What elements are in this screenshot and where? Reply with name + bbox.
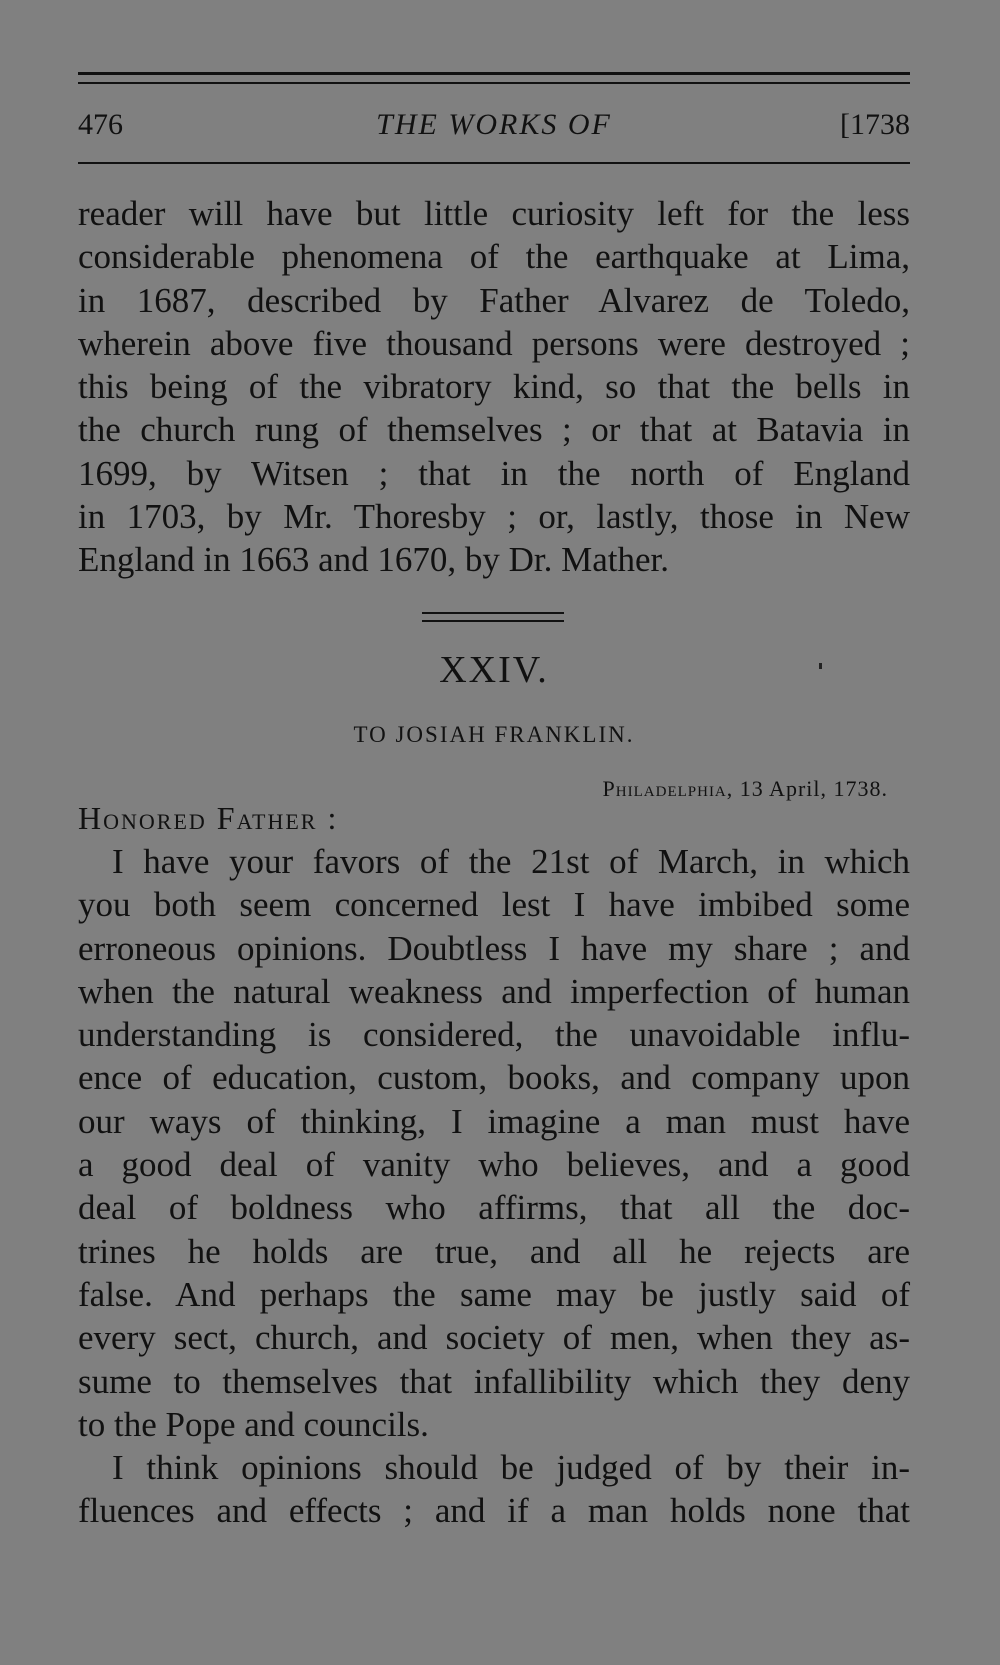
text-line: in 1687, described by Father Alvarez de Toledo, xyxy=(78,280,910,320)
text-line: deal of boldness who affirms, that all the doc- xyxy=(78,1188,910,1228)
text-line: 1699, by Witsen ; that in the north of England xyxy=(78,453,910,493)
text-line: sume to themselves that infallibility which they deny xyxy=(78,1361,910,1401)
text-line: our ways of thinking, I imagine a man must have xyxy=(78,1101,910,1141)
text-line: you both seem concerned lest I have imbibed some xyxy=(78,885,910,925)
text-line: in 1703, by Mr. Thoresby ; or, lastly, those in New xyxy=(78,497,910,537)
header-rule xyxy=(78,162,910,164)
print-speck xyxy=(819,663,822,669)
header-double-rule xyxy=(78,72,910,86)
text-line: reader will have but little curiosity left for the less xyxy=(78,194,910,233)
text-line: I have your favors of the 21st of March, in which xyxy=(112,842,910,881)
letter-dateline xyxy=(603,776,888,802)
text-line: the church rung of themselves ; or that at Batavia in xyxy=(78,410,910,450)
text-line: when the natural weakness and imperfection of human xyxy=(78,971,910,1011)
section-separator xyxy=(422,612,564,624)
text-line: trines he holds are true, and all he rejects are xyxy=(78,1231,910,1271)
running-head xyxy=(78,108,910,148)
text-line: wherein above five thousand persons were destroyed ; xyxy=(78,323,910,363)
running-year: [1738 xyxy=(840,108,910,141)
dateline-date: 13 April, 1738. xyxy=(739,776,888,801)
text-line: erroneous opinions. Doubtless I have my share ; and xyxy=(78,928,910,968)
continuation-text xyxy=(78,192,910,582)
page-number: 476 xyxy=(78,108,123,141)
text-line: considerable phenomena of the earthquake at Lima, xyxy=(78,237,910,277)
text-line: this being of the vibratory kind, so that the bells in xyxy=(78,367,910,407)
text-line: fluences and effects ; and if a man holds none that xyxy=(78,1491,910,1531)
letter-paragraph-1 xyxy=(78,840,910,1446)
dateline-place: Philadelphia, xyxy=(602,776,734,801)
running-title: THE WORKS OF xyxy=(376,108,612,141)
text-line: a good deal of vanity who believes, and a good xyxy=(78,1145,910,1185)
letter-number: XXIV. xyxy=(439,649,549,691)
letter-addressee: TO JOSIAH FRANKLIN. xyxy=(353,722,635,747)
text-line: England in 1663 and 1670, by Dr. Mather. xyxy=(78,540,670,580)
letter-salutation: Honored Father : xyxy=(78,800,339,836)
letter-paragraph-2 xyxy=(78,1446,910,1533)
text-line: to the Pope and councils. xyxy=(78,1404,429,1444)
text-line: understanding is considered, the unavoidable influ- xyxy=(78,1015,910,1055)
text-line: I think opinions should be judged of by their in- xyxy=(112,1448,910,1487)
text-line: false. And perhaps the same may be justly said of xyxy=(78,1274,910,1314)
text-line: ence of education, custom, books, and company upon xyxy=(78,1058,910,1098)
text-line: every sect, church, and society of men, when they as- xyxy=(78,1318,910,1358)
